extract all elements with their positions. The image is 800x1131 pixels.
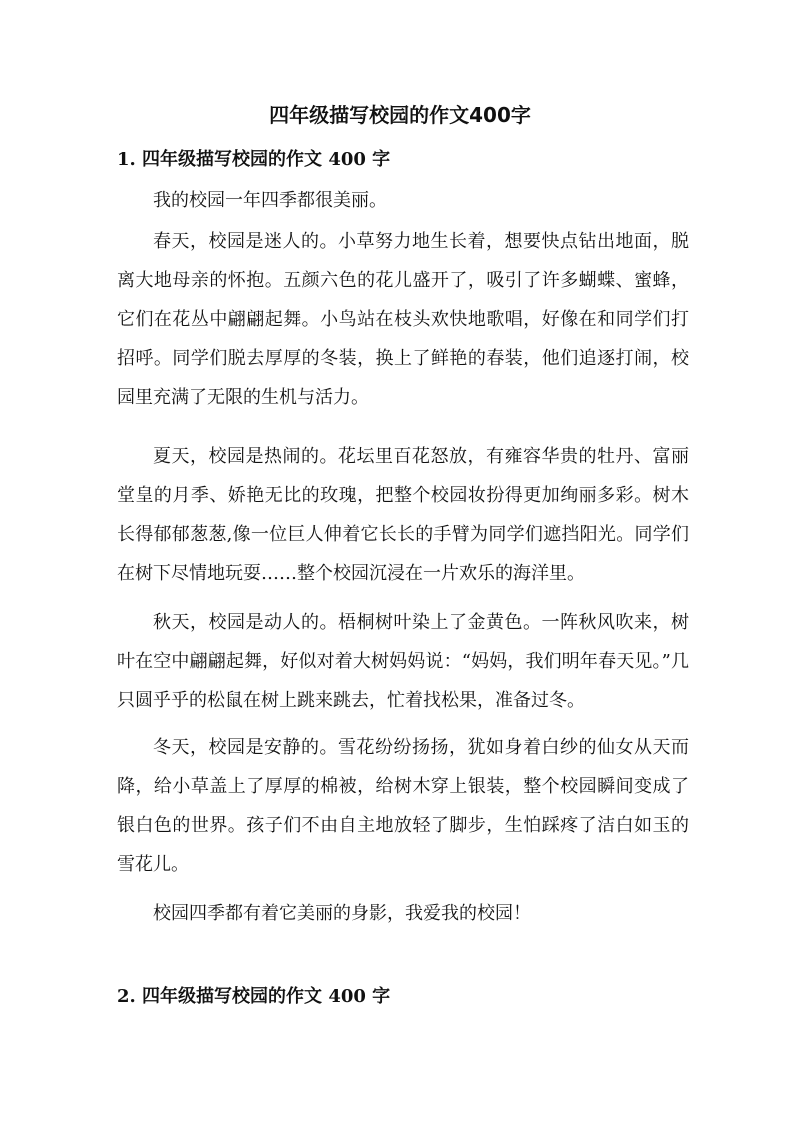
paragraph-intro: 我的校园一年四季都很美丽。 <box>153 190 387 211</box>
paragraph-summer: 夏天，校园是热闹的。花坛里百花怒放，有雍容华贵的牡丹、富丽堂皇的月季、娇艳无比的玫瑰，把整个校园妆扮得更加绚丽多彩。树木长得郁郁葱葱,像一位巨人伸着它长长的手臂为同学们遮挡阳光。同学们在树下尽情地玩耍……整个校园沉浸在一片欢乐的海洋里。 <box>117 446 689 584</box>
paragraph-autumn: 秋天，校园是动人的。梧桐树叶染上了金黄色。一阵秋风吹来，树叶在空中翩翩起舞，好似对着大树妈妈说：“妈妈，我们明年春天见。”几只圆乎乎的松鼠在树上跳来跳去，忙着找松果，准备过冬。 <box>117 612 689 711</box>
section-heading-2: 2. 四年级描写校园的作文 400 字 <box>117 986 391 1007</box>
paragraph-spring: 春天，校园是迷人的。小草努力地生长着，想要快点钻出地面，脱离大地母亲的怀抱。五颜六色的花儿盛开了，吸引了许多蝴蝶、蜜蜂，它们在花丛中翩翩起舞。小鸟站在枝头欢快地歌唱，好像在和同学们打招呼。同学们脱去厚厚的冬装，换上了鲜艳的春装，他们追逐打闹，校园里充满了无限的生机与活力。 <box>117 231 689 408</box>
section-heading-1: 1. 四年级描写校园的作文 400 字 <box>117 149 391 170</box>
document-title: 四年级描写校园的作文400字 <box>269 103 531 127</box>
paragraph-conclusion: 校园四季都有着它美丽的身影，我爱我的校园！ <box>153 903 531 924</box>
paragraph-winter: 冬天，校园是安静的。雪花纷纷扬扬，犹如身着白纱的仙女从天而降，给小草盖上了厚厚的棉被，给树木穿上银装，整个校园瞬间变成了银白色的世界。孩子们不由自主地放轻了脚步，生怕踩疼了洁白如玉的雪花儿。 <box>117 737 689 875</box>
